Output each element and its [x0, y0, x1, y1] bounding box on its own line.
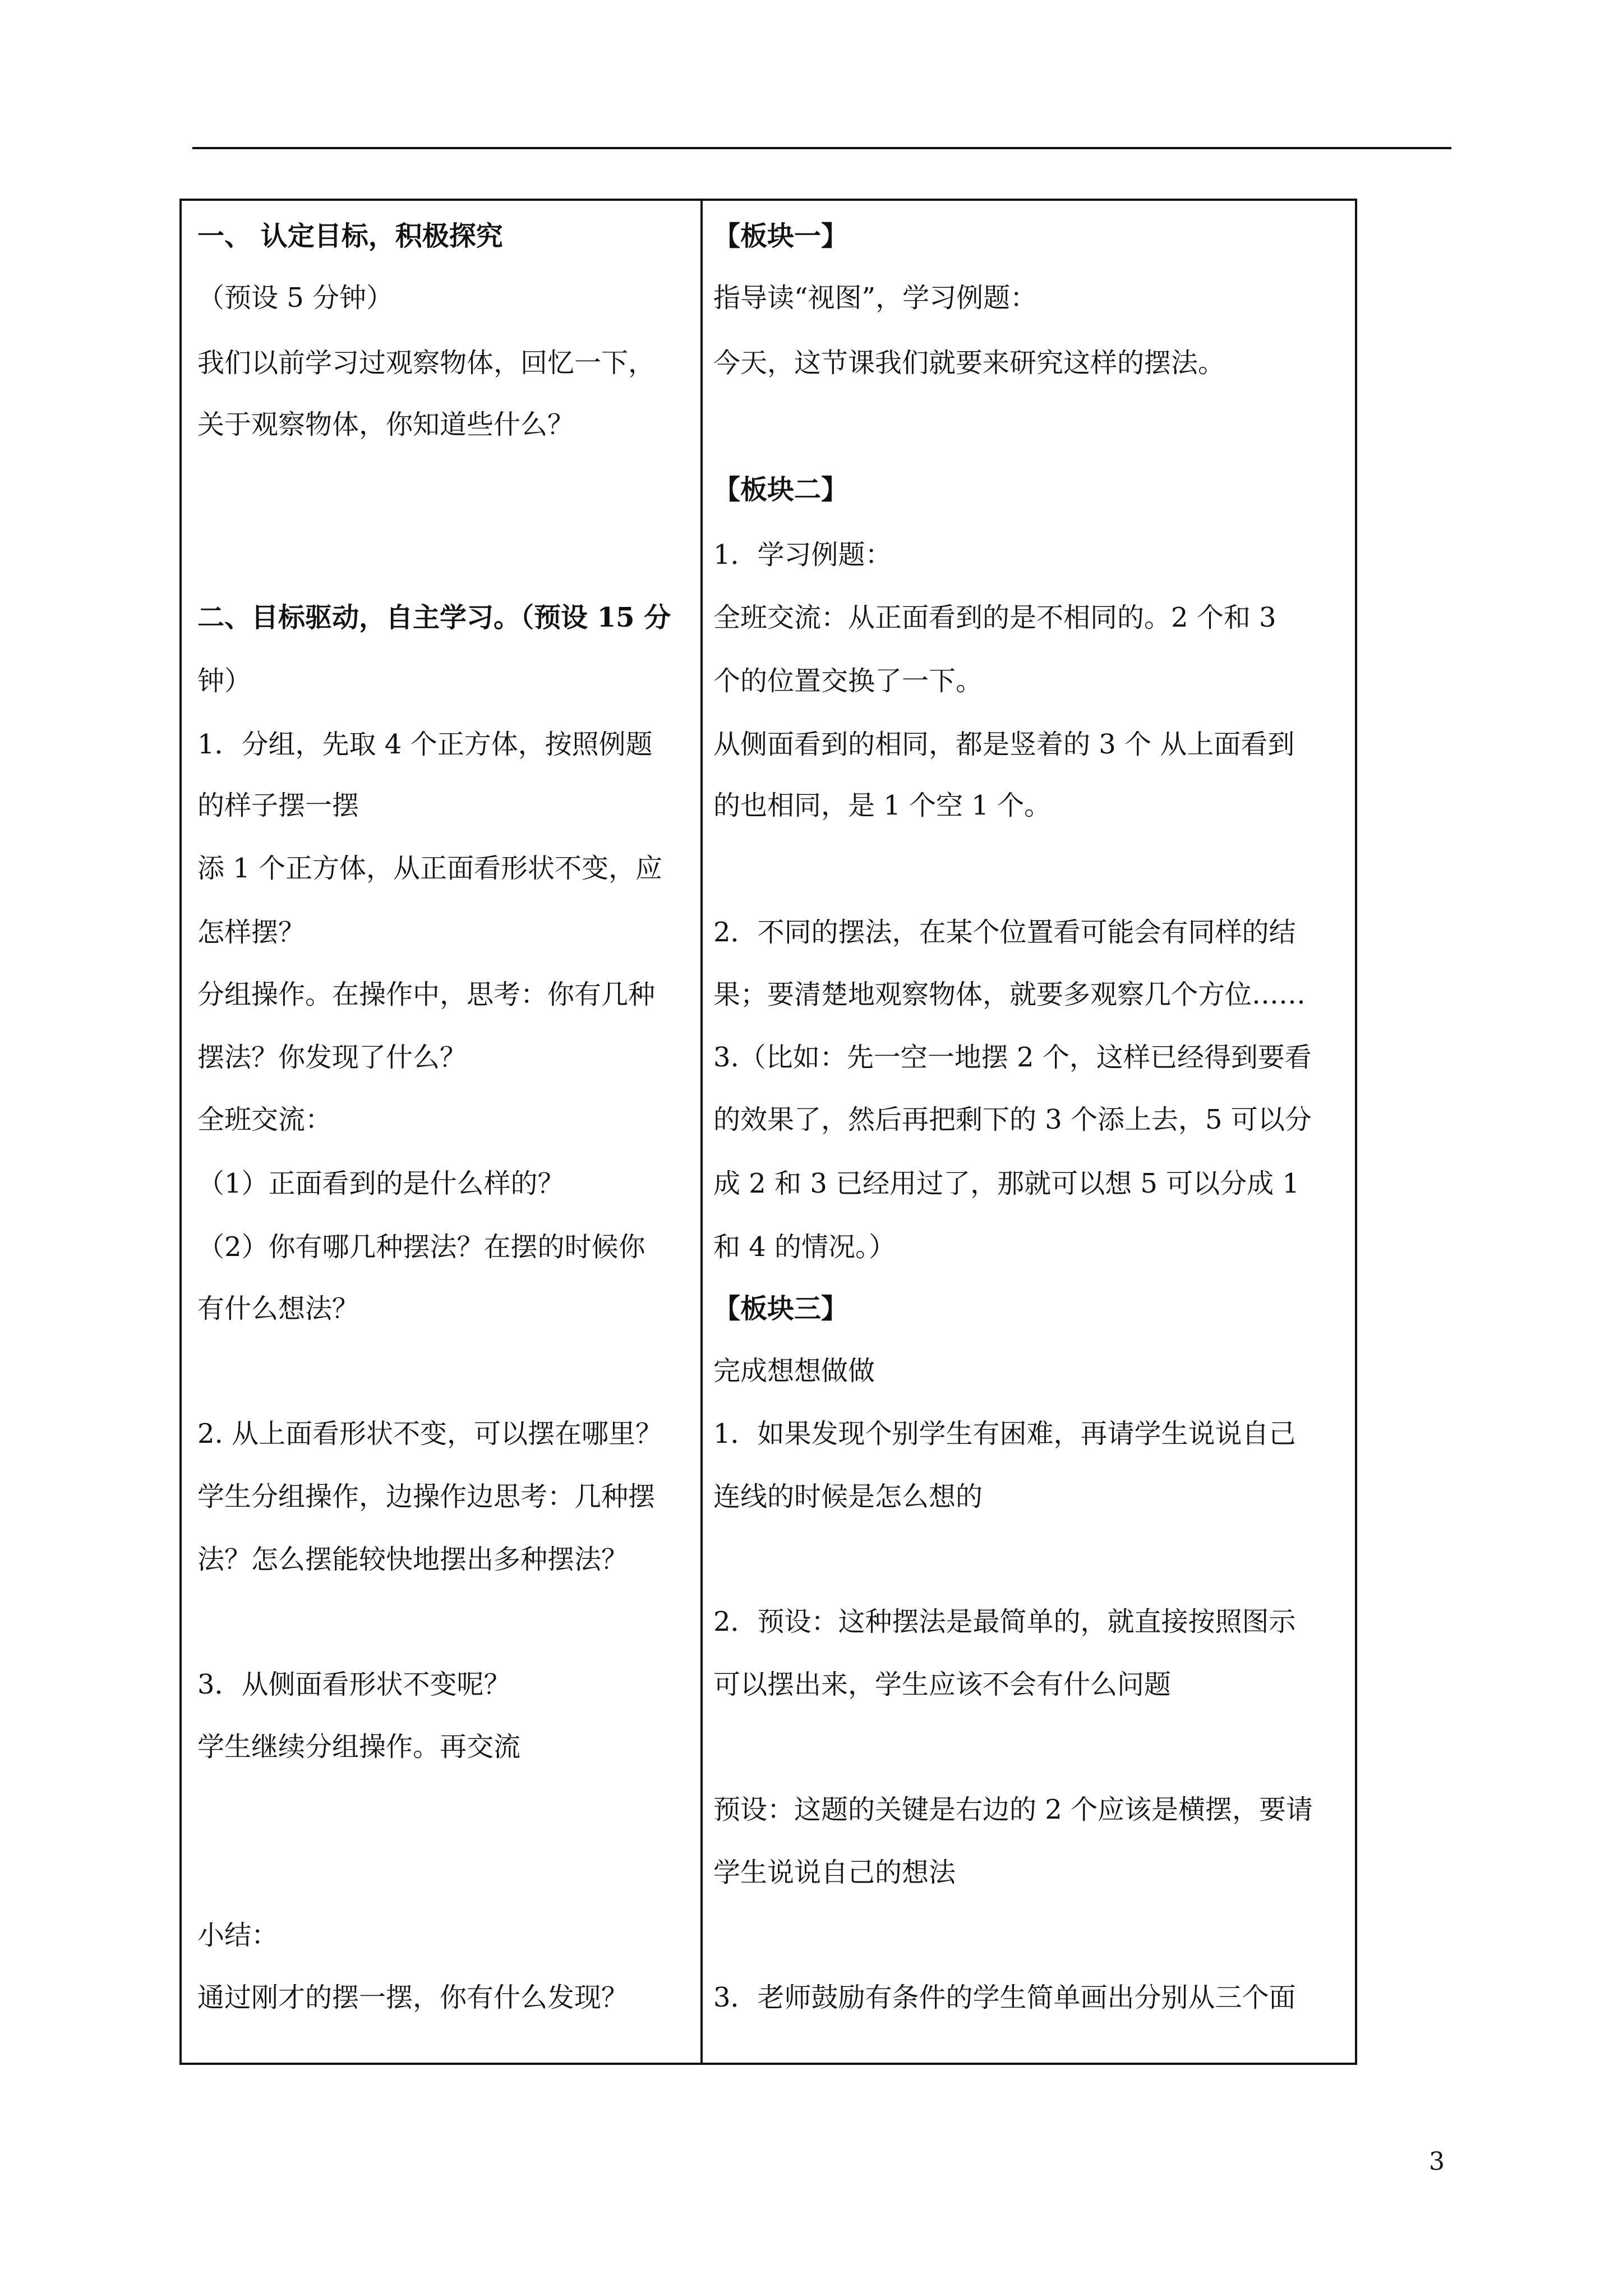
right-line: 2．不同的摆法，在某个位置看可能会有同样的结: [713, 917, 1296, 948]
left-line: 学生继续分组操作。再交流: [197, 1731, 521, 1763]
left-line: （预设 5 分钟）: [197, 282, 394, 314]
right-line: 连线的时候是怎么想的: [713, 1481, 983, 1512]
right-line: 的也相同，是 1 个空 1 个。: [713, 790, 1052, 821]
left-line: 法？怎么摆能较快地摆出多种摆法？: [197, 1544, 629, 1575]
right-line: 可以摆出来，学生应该不会有什么问题: [713, 1669, 1172, 1700]
left-line: （2）你有哪几种摆法？在摆的时候你: [197, 1231, 645, 1263]
right-line: 1．如果发现个别学生有困难，再请学生说说自己: [713, 1418, 1296, 1450]
left-line: 3．从侧面看形状不变呢？: [197, 1669, 511, 1700]
right-block-heading: 【板块二】: [713, 474, 849, 505]
left-line: 全班交流：: [197, 1104, 333, 1135]
right-block-heading: 【板块三】: [713, 1293, 849, 1324]
left-line: 关于观察物体，你知道些什么？: [197, 409, 575, 440]
left-section-heading: 一、 认定目标，积极探究: [197, 220, 503, 252]
left-line: 怎样摆？: [197, 917, 306, 948]
right-line: 学生说说自己的想法: [713, 1857, 956, 1888]
right-line: 3.（比如：先一空一地摆 2 个，这样已经得到要看: [713, 1042, 1312, 1073]
left-line: 1．分组，先取 4 个正方体，按照例题: [197, 729, 653, 760]
right-line: 完成想想做做: [713, 1355, 875, 1387]
right-block-heading: 【板块一】: [713, 220, 849, 252]
left-line: 通过刚才的摆一摆，你有什么发现？: [197, 1982, 629, 2013]
left-line: 摆法？你发现了什么？: [197, 1042, 467, 1073]
right-line: 今天，这节课我们就要来研究这样的摆法。: [713, 347, 1225, 379]
right-line: 果；要清楚地观察物体，就要多观察几个方位……: [713, 979, 1306, 1010]
left-line: 添 1 个正方体，从正面看形状不变，应: [197, 853, 663, 884]
right-line: 从侧面看到的相同，都是竖着的 3 个 从上面看到: [713, 729, 1295, 760]
right-line: 预设：这题的关键是右边的 2 个应该是横摆，要请: [713, 1794, 1313, 1825]
right-line: 的效果了，然后再把剩下的 3 个添上去，5 可以分: [713, 1104, 1312, 1135]
header-rule: [192, 147, 1451, 149]
left-line: 学生分组操作，边操作边思考：几种摆: [197, 1481, 656, 1512]
left-line: （1）正面看到的是什么样的？: [197, 1168, 565, 1199]
left-line: 分组操作。在操作中，思考：你有几种: [197, 979, 656, 1010]
page-number: 3: [1429, 2147, 1445, 2176]
lesson-plan-table: [179, 199, 1357, 2065]
left-line: 钟）: [197, 665, 252, 697]
right-line: 3．老师鼓励有条件的学生简单画出分别从三个面: [713, 1982, 1296, 2013]
right-line: 2．预设：这种摆法是最简单的，就直接按照图示: [713, 1606, 1296, 1637]
right-line: 成 2 和 3 已经用过了，那就可以想 5 可以分成 1: [713, 1168, 1299, 1199]
right-line: 全班交流：从正面看到的是不相同的。2 个和 3: [713, 602, 1276, 633]
column-divider: [700, 201, 703, 2063]
right-line: 指导读“视图”，学习例题：: [713, 282, 1038, 314]
right-line: 1．学习例题：: [713, 539, 892, 570]
right-line: 和 4 的情况。）: [713, 1231, 896, 1263]
left-line: 小结：: [197, 1920, 279, 1951]
left-section-heading: 二、目标驱动，自主学习。（预设 15 分: [197, 602, 671, 633]
left-line: 有什么想法？: [197, 1293, 359, 1324]
left-line: 的样子摆一摆: [197, 790, 359, 821]
left-line: 我们以前学习过观察物体，回忆一下，: [197, 347, 656, 379]
left-line: 2. 从上面看形状不变，可以摆在哪里？: [197, 1418, 663, 1450]
right-line: 个的位置交换了一下。: [713, 665, 983, 697]
